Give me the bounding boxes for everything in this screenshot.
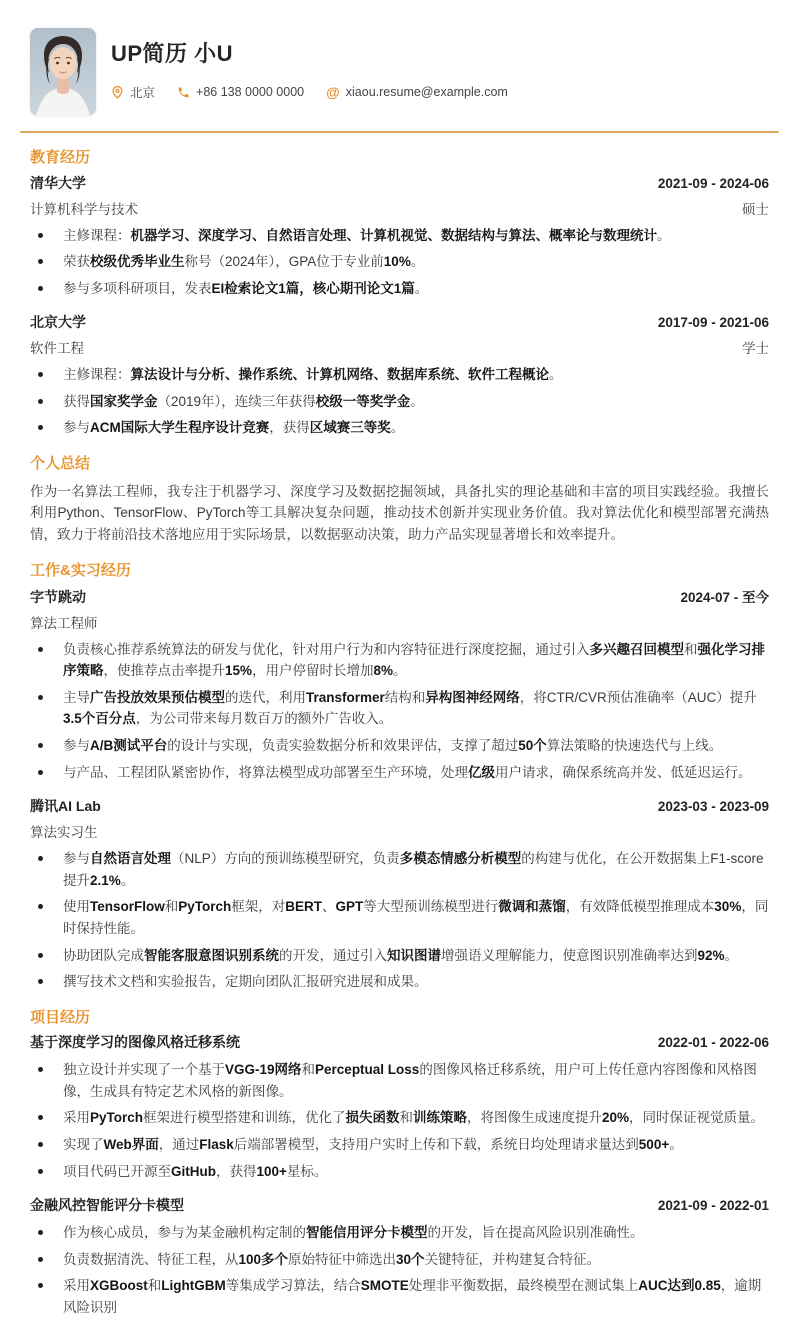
entry-date: 2017-09 - 2021-06 — [657, 315, 769, 331]
bullet-item: 项目代码已开源至GitHub，获得100+星标。 — [30, 1161, 769, 1183]
bullet-item: 负责核心推荐系统算法的研发与优化，针对用户行为和内容特征进行深度挖掘，通过引入多兴趣召回模型和强化学习排序策略，使推荐点击率提升15%，用户停留时长增加8%。 — [30, 639, 769, 682]
entry-subtitle: 软件工程 — [30, 341, 84, 357]
resume-body — [30, 148, 769, 1319]
entry-degree: 学士 — [742, 341, 769, 357]
entry-subtitle-row — [30, 821, 769, 841]
entry — [30, 796, 769, 993]
contact-phone — [177, 85, 304, 99]
bullet-list — [30, 1059, 769, 1182]
bullet-item: 采用XGBoost和LightGBM等集成学习算法，结合SMOTE处理非平衡数据，最终模型在测试集上AUC达到0.85，逾期风险识别 — [30, 1275, 769, 1318]
entry-subtitle: 算法工程师 — [30, 615, 98, 631]
section-projects — [30, 1008, 769, 1319]
entry-subtitle-row — [30, 198, 769, 218]
bullet-item: 协助团队完成智能客服意图识别系统的开发，通过引入知识图谱增强语义理解能力，使意图识别准确率达到92%。 — [30, 945, 769, 967]
section-title: 个人总结 — [30, 455, 91, 473]
entry-title: 北京大学 — [30, 314, 86, 331]
contact-email — [326, 85, 508, 99]
bullet-list — [30, 848, 769, 993]
entry-title: 腾讯AI Lab — [30, 798, 101, 815]
entry-subtitle: 计算机科学与技术 — [30, 201, 138, 217]
bullet-item: 使用TensorFlow和PyTorch框架，对BERT、GPT等大型预训练模型进行微调和蒸馏，有效降低模型推理成本30%，同时保持性能。 — [30, 896, 769, 939]
entry-date: 2021-09 - 2024-06 — [657, 175, 769, 191]
contact-location — [111, 83, 155, 101]
entry-subtitle-row — [30, 337, 769, 357]
entry-header — [30, 173, 769, 193]
bullet-item: 采用PyTorch框架进行模型搭建和训练，优化了损失函数和训练策略，将图像生成速度提升20%，同时保证视觉质量。 — [30, 1107, 769, 1129]
entry-date: 2024-07 - 至今 — [680, 589, 769, 605]
portrait-illustration — [30, 28, 96, 116]
entry-date: 2021-09 - 2022-01 — [657, 1198, 769, 1214]
entry-title: 基于深度学习的图像风格迁移系统 — [30, 1034, 240, 1051]
entry-date: 2023-03 - 2023-09 — [657, 799, 769, 815]
bullet-item: 获得国家奖学金（2019年），连续三年获得校级一等奖学金。 — [30, 391, 769, 413]
section-work-experience — [30, 561, 769, 993]
entry-header — [30, 1195, 769, 1215]
entry — [30, 1032, 769, 1182]
bullet-item: 撰写技术文档和实验报告，定期向团队汇报研究进展和成果。 — [30, 971, 769, 993]
entry-header — [30, 312, 769, 332]
bullet-item: 与产品、工程团队紧密协作，将算法模型成功部署至生产环境，处理亿级用户请求，确保系统高并发、低延迟运行。 — [30, 762, 769, 784]
email-text: xiaou.resume@example.com — [345, 85, 508, 100]
phone-text: +86 138 0000 0000 — [196, 85, 305, 100]
resume-header — [30, 28, 769, 116]
entry-degree: 硕士 — [742, 201, 769, 217]
bullet-list — [30, 225, 769, 300]
section-personal-summary — [30, 454, 769, 546]
location-text: 北京 — [130, 86, 156, 101]
section-education — [30, 148, 769, 439]
bullet-item: 负责数据清洗、特征工程，从100多个原始特征中筛选出30个关键特征，并构建复合特征。 — [30, 1249, 769, 1271]
bullet-item: 参与自然语言处理（NLP）方向的预训练模型研究，负责多模态情感分析模型的构建与优化，在公开数据集上F1-score提升2.1%。 — [30, 848, 769, 891]
bullet-list — [30, 364, 769, 439]
entry-header — [30, 586, 769, 607]
entry-header — [30, 796, 769, 816]
bullet-item: 作为核心成员，参与为某金融机构定制的智能信用评分卡模型的开发，旨在提高风险识别准确性。 — [30, 1222, 769, 1244]
bullet-item: 实现了Web界面，通过Flask后端部署模型，支持用户实时上传和下载，系统日均处理请求量达到500+。 — [30, 1134, 769, 1156]
entry-header — [30, 1032, 769, 1052]
at-email-icon: @ — [326, 84, 340, 101]
bullet-list — [30, 1222, 769, 1318]
bullet-item: 参与多项科研项目，发表EI检索论文1篇，核心期刊论文1篇。 — [30, 278, 769, 300]
section-title: 工作&实习经历 — [30, 562, 131, 580]
profile-photo — [30, 28, 96, 116]
entry-title: 字节跳动 — [30, 588, 86, 605]
entry-title: 金融风控智能评分卡模型 — [30, 1197, 184, 1214]
entry-subtitle: 算法实习生 — [30, 825, 98, 841]
entry — [30, 173, 769, 300]
bullet-item: 独立设计并实现了一个基于VGG-19网络和Perceptual Loss的图像风格迁移系统，用户可上传任意内容图像和风格图像，生成具有特定艺术风格的新图像。 — [30, 1059, 769, 1102]
bullet-item: 参与ACM国际大学生程序设计竞赛，获得区域赛三等奖。 — [30, 417, 769, 439]
section-title: 教育经历 — [30, 149, 91, 166]
phone-icon — [177, 86, 190, 99]
bullet-item: 参与A/B测试平台的设计与实现，负责实验数据分析和效果评估，支撑了超过50个算法策略的快速迭代与上线。 — [30, 735, 769, 757]
entry — [30, 312, 769, 439]
bullet-item: 主修课程：机器学习、深度学习、自然语言处理、计算机视觉、数据结构与算法、概率论与数理统计。 — [30, 225, 769, 247]
bullet-list — [30, 639, 769, 784]
location-pin-icon — [111, 85, 124, 100]
section-title: 项目经历 — [30, 1008, 91, 1026]
entry — [30, 1195, 769, 1318]
candidate-name: UP简历 小U — [111, 41, 234, 66]
bullet-item: 主导广告投放效果预估模型的迭代，利用Transformer结构和异构图神经网络，将CTR/CVR预估准确率（AUC）提升3.5个百分点，为公司带来每月数百万的额外广告收入。 — [30, 687, 769, 730]
summary-paragraph: 作为一名算法工程师，我专注于机器学习、深度学习及数据挖掘领域，具备扎实的理论基础和丰富的项目实践经验。我擅长利用Python、TensorFlow、PyTorch等工具解决复杂问题，推动技术创新并实现业务价值。我对算法优化和模型部署充满热情，致力于将前沿技术落地应用于实际场景，以数据驱动决策，助力产品实现显著增长和效率提升。 — [30, 483, 769, 543]
bullet-item: 荣获校级优秀毕业生称号（2024年），GPA位于专业前10%。 — [30, 251, 769, 273]
entry-title: 清华大学 — [30, 174, 86, 191]
entry-date: 2022-01 - 2022-06 — [657, 1035, 769, 1051]
contact-row — [111, 83, 508, 101]
header-info — [111, 28, 508, 101]
entry — [30, 586, 769, 784]
entry-subtitle-row — [30, 612, 769, 632]
bullet-item: 主修课程：算法设计与分析、操作系统、计算机网络、数据库系统、软件工程概论。 — [30, 364, 769, 386]
header-divider — [20, 131, 779, 133]
